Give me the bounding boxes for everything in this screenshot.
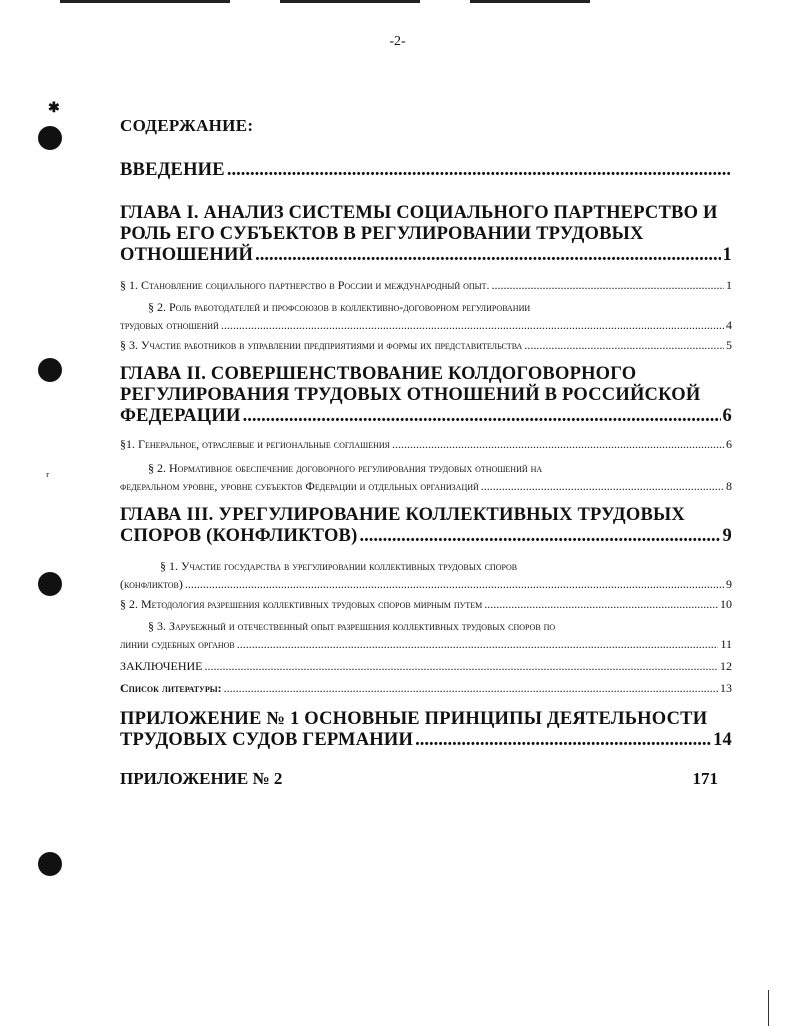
dot-leader	[392, 435, 724, 453]
entry-title-line: линии судебных органов	[120, 637, 235, 651]
entry-page: 4	[726, 318, 732, 332]
entry-title-line: ГЛАВА III. УРЕГУЛИРОВАНИЕ КОЛЛЕКТИВНЫХ ТРУДОВЫХ	[120, 505, 685, 525]
toc-entry-section-2-2[interactable]	[120, 459, 732, 495]
dot-leader	[481, 477, 724, 495]
page-number: -2-	[389, 34, 406, 49]
entry-page: 8	[726, 479, 732, 493]
entry-page: 6	[726, 437, 732, 451]
entry-title: ПРИЛОЖЕНИЕ № 2	[120, 769, 283, 788]
entry-title-line: РОЛЬ ЕГО СУБЪЕКТОВ В РЕГУЛИРОВАНИИ ТРУДОВЫХ	[120, 224, 644, 244]
scan-margin-mark	[768, 990, 769, 1026]
entry-title: ВВЕДЕНИЕ	[120, 160, 225, 180]
dot-leader	[243, 406, 721, 427]
toc-entry-section-2-1[interactable]	[120, 435, 732, 453]
entry-page: 9	[726, 577, 732, 591]
entry-page: 5	[726, 338, 732, 352]
toc-entry-chapter-3[interactable]	[120, 505, 732, 547]
scan-artifact-top-line	[60, 0, 230, 3]
entry-title: § 3. Участие работников в управлении предприятиями и формы их представительства	[120, 338, 523, 352]
dot-leader	[359, 526, 720, 547]
entry-page: 11	[720, 637, 732, 651]
entry-title-line: РЕГУЛИРОВАНИЯ ТРУДОВЫХ ОТНОШЕНИЙ В РОССИЙСКОЙ	[120, 385, 701, 405]
punch-hole	[38, 852, 62, 876]
entry-title: Список литературы:	[120, 681, 222, 695]
entry-title-line: СПОРОВ (КОНФЛИКТОВ)	[120, 526, 358, 546]
toc-entry-section-1-1[interactable]	[120, 276, 732, 294]
scan-artifact-top-line	[470, 0, 590, 3]
entry-title: §1. Генеральное, отраслевые и региональные соглашения	[120, 437, 390, 451]
entry-title-line: ТРУДОВЫХ СУДОВ ГЕРМАНИИ	[120, 730, 414, 750]
entry-page: 12	[720, 659, 732, 673]
scan-speck: ✱	[48, 101, 60, 116]
toc-title: СОДЕРЖАНИЕ:	[120, 116, 254, 135]
punch-hole	[38, 358, 62, 382]
entry-title-line: ГЛАВА II. СОВЕРШЕНСТВОВАНИЕ КОЛДОГОВОРНОГО	[120, 364, 637, 384]
entry-title: § 1. Становление социального партнерство в России и международный опыт.	[120, 278, 490, 292]
entry-title-line: федеральном уровне, уровне субъектов Федерации и отдельных организаций	[120, 479, 479, 493]
toc-entry-appendix-2[interactable]	[120, 769, 718, 789]
entry-title: ЗАКЛЮЧЕНИЕ	[120, 659, 203, 673]
entry-title-line: § 3. Зарубежный и отечественный опыт разрешения коллективных трудовых споров по	[148, 619, 556, 633]
dot-leader	[237, 635, 719, 653]
entry-title: § 2. Методология разрешения коллективных трудовых споров мирным путем	[120, 597, 483, 611]
dot-leader	[415, 730, 711, 751]
table-of-contents	[120, 116, 732, 789]
punch-hole	[38, 572, 62, 596]
entry-title-line: (конфликтов)	[120, 577, 183, 591]
dot-leader	[224, 679, 718, 697]
entry-page: 9	[722, 526, 732, 546]
entry-page: 14	[713, 730, 732, 750]
toc-entry-section-3-3[interactable]	[120, 617, 732, 653]
entry-title-line: § 2. Нормативное обеспечение договорного регулирования трудовых отношений на	[148, 461, 543, 475]
entry-title-line: § 1. Участие государства в урегулировании коллективных трудовых споров	[160, 559, 518, 573]
toc-entry-conclusion[interactable]	[120, 657, 732, 675]
entry-page: 13	[720, 681, 732, 695]
entry-page: 1	[726, 278, 732, 292]
scan-speck: ʳ	[46, 470, 50, 485]
dot-leader	[524, 336, 724, 354]
dot-leader	[221, 316, 724, 334]
entry-page: 171	[692, 769, 718, 788]
entry-title-line: § 2. Роль работодателей и профсоюзов в коллективно-договорном регулировании	[148, 300, 531, 314]
toc-entry-section-1-3[interactable]	[120, 336, 732, 354]
entry-title-line: ОТНОШЕНИЙ	[120, 245, 254, 265]
entry-page: 1	[722, 245, 732, 265]
toc-entry-introduction[interactable]	[120, 160, 732, 181]
entry-title-line: ФЕДЕРАЦИИ	[120, 406, 241, 426]
dot-leader	[205, 657, 719, 675]
toc-entry-references[interactable]	[120, 679, 732, 697]
dot-leader	[185, 575, 724, 593]
dot-leader	[227, 160, 730, 181]
dot-leader	[484, 595, 718, 613]
toc-entry-section-3-1[interactable]	[120, 557, 732, 593]
entry-title-line: ПРИЛОЖЕНИЕ № 1 ОСНОВНЫЕ ПРИНЦИПЫ ДЕЯТЕЛЬНОСТИ	[120, 709, 708, 729]
entry-title-line: трудовых отношений	[120, 318, 219, 332]
entry-page: 6	[722, 406, 732, 426]
toc-entry-section-1-2[interactable]	[120, 298, 732, 334]
toc-entry-chapter-1[interactable]	[120, 203, 732, 266]
toc-entry-chapter-2[interactable]	[120, 364, 732, 427]
dot-leader	[255, 245, 720, 266]
entry-page: 10	[720, 597, 732, 611]
entry-title-line: ГЛАВА I. АНАЛИЗ СИСТЕМЫ СОЦИАЛЬНОГО ПАРТНЕРСТВО И	[120, 203, 718, 223]
toc-entry-section-3-2[interactable]	[120, 595, 732, 613]
scan-artifact-top-line	[280, 0, 420, 3]
punch-hole	[38, 126, 62, 150]
dot-leader	[492, 276, 724, 294]
toc-entry-appendix-1[interactable]	[120, 709, 732, 751]
